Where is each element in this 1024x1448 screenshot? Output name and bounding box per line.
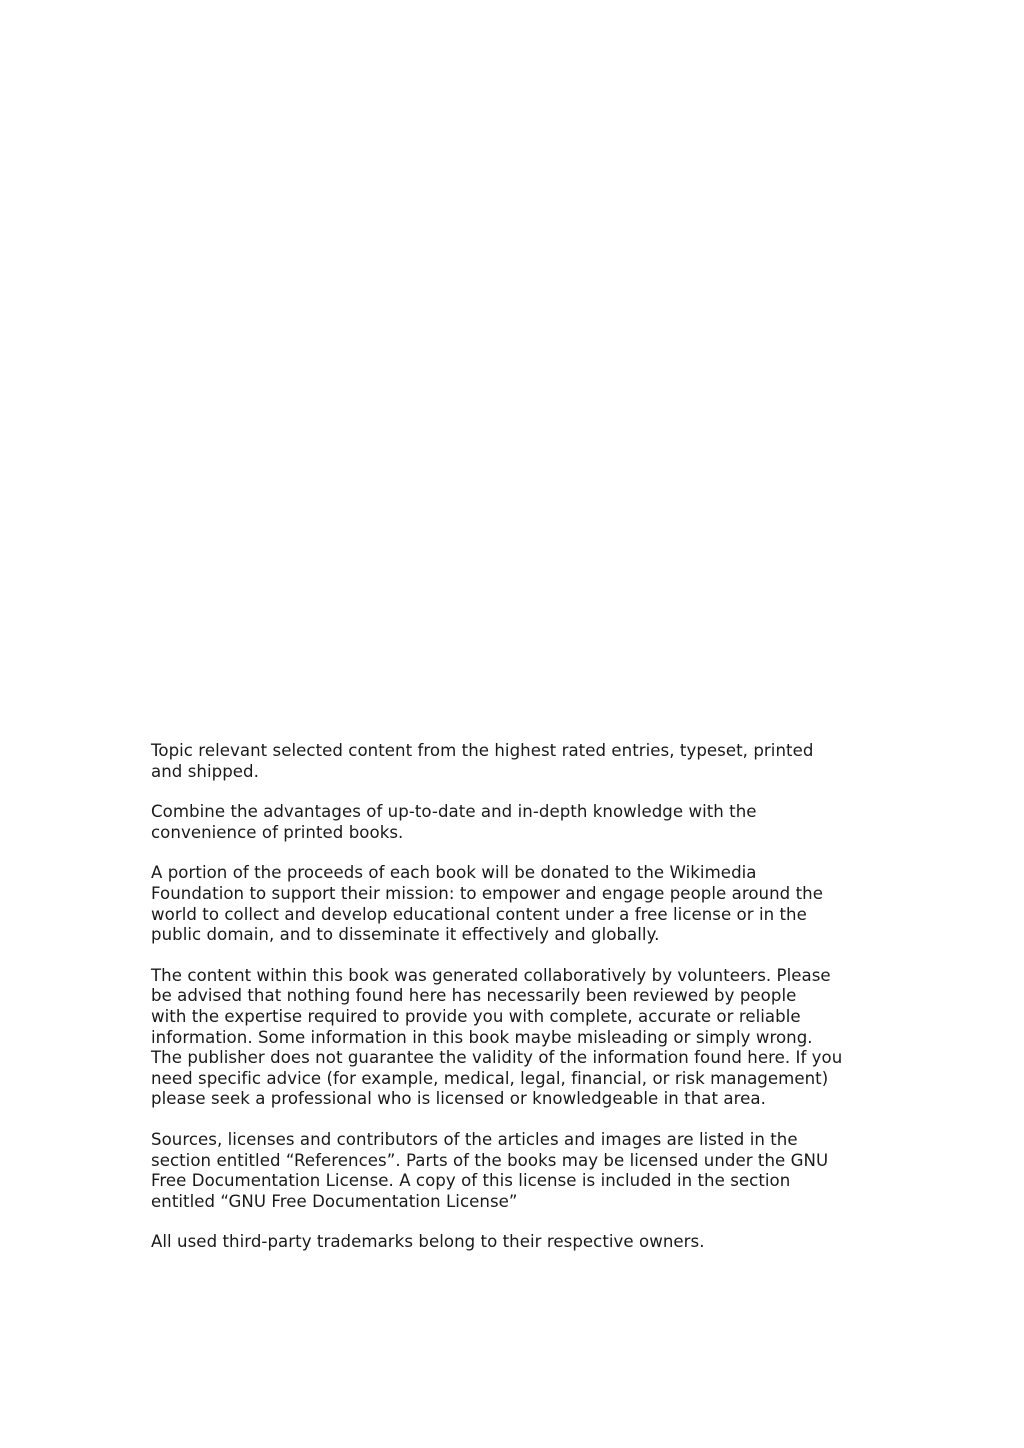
text-line: A portion of the proceeds of each book will be donated to the Wikimedia bbox=[151, 863, 757, 883]
advantages-paragraph bbox=[151, 802, 881, 843]
text-line: public domain, and to disseminate it effectively and globally. bbox=[151, 925, 660, 945]
text-line: Topic relevant selected content from the highest rated entries, typeset, printed bbox=[151, 741, 814, 760]
trademarks-paragraph bbox=[151, 1232, 881, 1253]
intro-paragraph bbox=[151, 741, 881, 782]
disclaimer-text bbox=[151, 741, 881, 1273]
text-line: need specific advice (for example, medical, legal, financial, or risk management) bbox=[151, 1068, 829, 1088]
text-line: please seek a professional who is licensed or knowledgeable in that area. bbox=[151, 1089, 766, 1109]
text-line: All used third-party trademarks belong to their respective owners. bbox=[151, 1232, 705, 1252]
text-line: convenience of printed books. bbox=[151, 822, 404, 842]
text-line: world to collect and develop educational content under a free license or in the bbox=[151, 904, 807, 924]
text-line: with the expertise required to provide you with complete, accurate or reliable bbox=[151, 1006, 801, 1026]
text-line: Free Documentation License. A copy of this license is included in the section bbox=[151, 1171, 791, 1191]
disclaimer-paragraph bbox=[151, 966, 881, 1110]
text-line: Foundation to support their mission: to empower and engage people around the bbox=[151, 883, 823, 903]
text-line: section entitled “References”. Parts of the books may be licensed under the GNU bbox=[151, 1150, 829, 1170]
text-line: The publisher does not guarantee the validity of the information found here. If you bbox=[151, 1048, 843, 1068]
donation-paragraph bbox=[151, 863, 881, 945]
text-line: information. Some information in this book maybe misleading or simply wrong. bbox=[151, 1027, 813, 1047]
text-line: The content within this book was generated collaboratively by volunteers. Please bbox=[151, 965, 831, 985]
text-line: and shipped. bbox=[151, 761, 259, 781]
text-line: Sources, licenses and contributors of the articles and images are listed in the bbox=[151, 1129, 798, 1149]
text-line: Combine the advantages of up-to-date and in-depth knowledge with the bbox=[151, 802, 757, 822]
text-line: be advised that nothing found here has necessarily been reviewed by people bbox=[151, 986, 797, 1006]
sources-paragraph bbox=[151, 1130, 881, 1212]
text-line: entitled “GNU Free Documentation License” bbox=[151, 1191, 518, 1211]
